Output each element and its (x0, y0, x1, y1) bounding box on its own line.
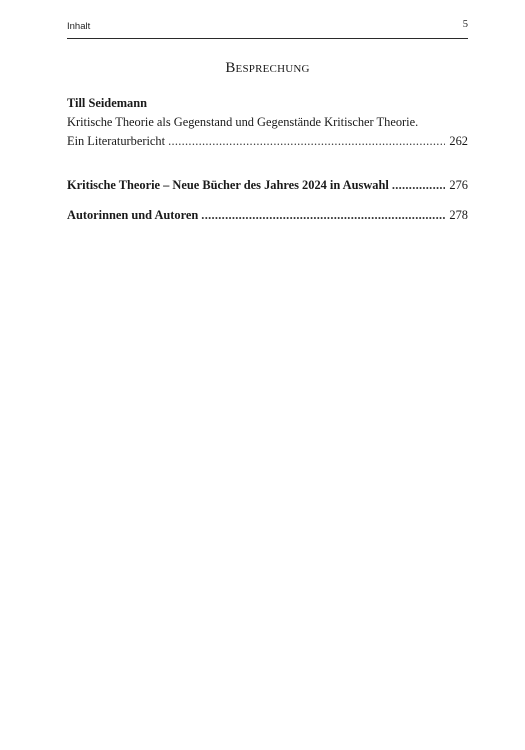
dot-leader (201, 206, 445, 225)
dot-leader (392, 176, 446, 195)
running-head-label: Inhalt (67, 21, 91, 32)
dot-leader (168, 132, 445, 151)
page-number: 5 (462, 19, 468, 30)
toc-line (67, 206, 468, 225)
toc-line (67, 176, 468, 195)
entry-title-line: Kritische Theorie als Gegenstand und Gegenstände Kritischer Theorie. (67, 115, 419, 129)
toc-entry-autorinnen[interactable] (67, 206, 468, 225)
entry-title: Kritische Theorie – Neue Bücher des Jahres 2024 in Auswahl (67, 178, 389, 192)
entry-page-number: 262 (449, 134, 468, 148)
entry-title-line: Ein Literaturbericht (67, 134, 166, 148)
toc-line (67, 132, 468, 151)
entry-page-number: 278 (449, 208, 468, 222)
entry-author: Till Seidemann (67, 96, 147, 110)
section-heading: Besprechung (225, 60, 310, 76)
toc-entry-literaturbericht[interactable] (67, 94, 468, 151)
running-head (67, 20, 468, 39)
toc-entry-neue-buecher[interactable] (67, 176, 468, 195)
entry-page-number: 276 (449, 178, 468, 192)
entry-title: Autorinnen und Autoren (67, 208, 199, 222)
